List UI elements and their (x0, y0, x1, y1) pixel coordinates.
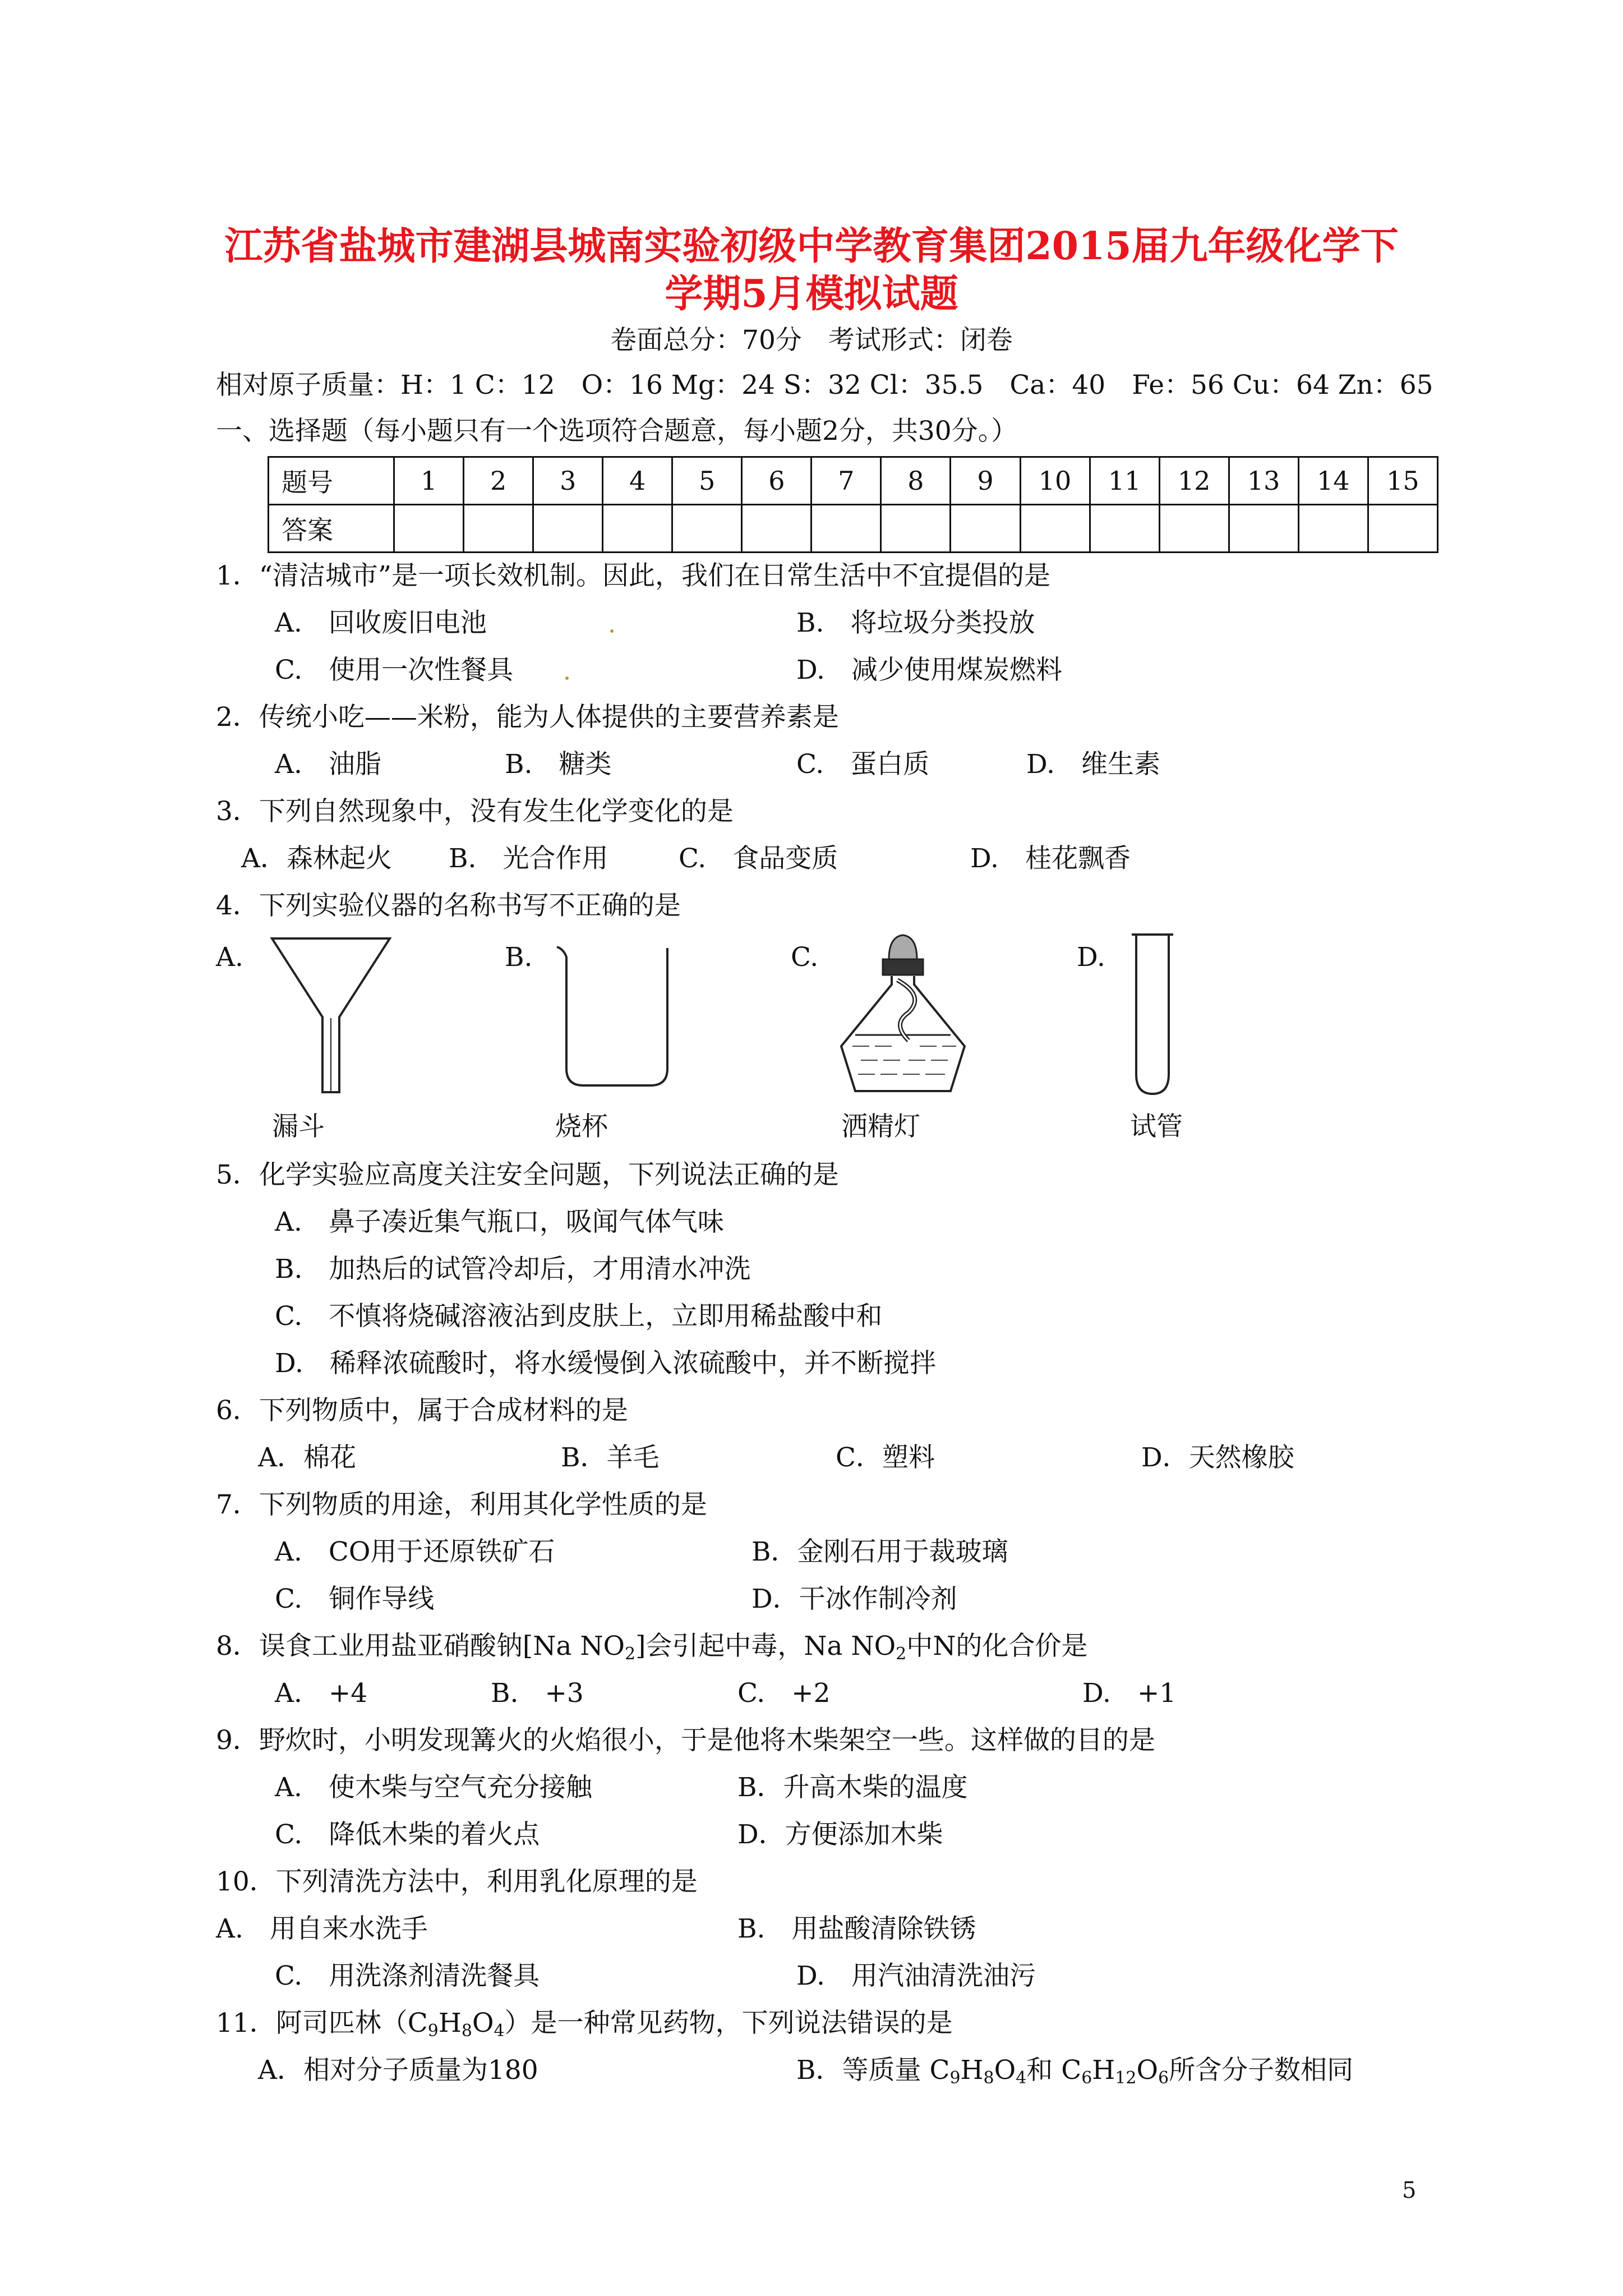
question-3-option-a: A．森林起火 (241, 843, 392, 874)
subscript: 8 (461, 2021, 472, 2041)
subscript: 6 (1081, 2068, 1092, 2088)
question-3-option-d: D. 桂花飘香 (970, 843, 1131, 874)
question-2-option-a: A. 油脂 (275, 749, 381, 780)
question-10-option-d: D. 用汽油清洗油污 (796, 1961, 1036, 1991)
question-10-option-c: C. 用洗涤剂清洗餐具 (275, 1961, 540, 1991)
question-1-option-b: B. 将垃圾分类投放 (796, 608, 1035, 638)
table-number-cell: 2 (464, 457, 533, 505)
title-line-2: 学期5月模拟试题 (665, 272, 958, 316)
stray-dot (610, 629, 614, 633)
answer-cell[interactable] (603, 505, 672, 553)
question-11-option-b-part: 所含分子数相同 (1169, 2055, 1354, 2086)
table-number-cell: 3 (533, 457, 603, 505)
question-8-stem-part: 中N的化合价是 (906, 1631, 1088, 1662)
question-1-option-d: D. 减少使用煤炭燃料 (796, 655, 1062, 685)
question-7-stem: 7．下列物质的用途，利用其化学性质的是 (216, 1489, 707, 1520)
answer-table (268, 456, 1438, 553)
answer-cell[interactable] (811, 505, 881, 553)
question-3-option-c: C. 食品变质 (679, 843, 838, 874)
table-number-cell: 1 (394, 457, 464, 505)
question-4-option-b: B. (505, 942, 533, 973)
question-10-option-b: B. 用盐酸清除铁锈 (737, 1913, 976, 1944)
answer-cell[interactable] (951, 505, 1020, 553)
question-6-stem: 6．下列物质中，属于合成材料的是 (216, 1395, 628, 1426)
instrument-name-lamp: 洒精灯 (841, 1111, 920, 1142)
question-9-option-c: C. 降低木柴的着火点 (275, 1819, 540, 1850)
table-number-cell: 15 (1368, 457, 1437, 505)
question-11-option-b-part: B．等质量 C (796, 2055, 950, 2086)
question-8-stem-part: 8．误食工业用盐亚硝酸钠[Na NO (216, 1631, 625, 1662)
table-number-cell: 7 (811, 457, 881, 505)
question-5-option-d: D. 稀释浓硫酸时，将水缓慢倒入浓硫酸中，并不断搅拌 (275, 1348, 936, 1379)
subscript: 2 (624, 1644, 636, 1664)
answer-cell[interactable] (1159, 505, 1229, 553)
answer-cell[interactable] (742, 505, 811, 553)
question-11-stem-part: 11．阿司匹林（C (216, 2008, 428, 2039)
table-label-number: 题号 (269, 457, 394, 505)
question-11-option-b-part: O (994, 2055, 1016, 2086)
question-9-stem: 9．野炊时，小明发现篝火的火焰很小，于是他将木柴架空一些。这样做的目的是 (216, 1725, 1155, 1756)
question-11-option-b-part: H (1092, 2055, 1115, 2086)
question-5-option-b: B. 加热后的试管冷却后，才用清水冲洗 (275, 1254, 751, 1285)
question-10-option-a: A. 用自来水洗手 (216, 1913, 428, 1944)
answer-cell[interactable] (1368, 505, 1437, 553)
question-7-option-d: D．干冰作制冷剂 (751, 1584, 957, 1614)
question-3-option-b: B. 光合作用 (449, 843, 608, 874)
question-4-option-d: D. (1077, 942, 1105, 973)
table-number-cell: 8 (881, 457, 951, 505)
table-number-cell: 14 (1298, 457, 1368, 505)
test-tube-icon (1127, 931, 1178, 1099)
question-8-option-a: A. +4 (275, 1678, 368, 1709)
table-number-cell: 10 (1020, 457, 1090, 505)
question-7-option-a: A. CO用于还原铁矿石 (275, 1536, 555, 1567)
question-7-option-c: C. 铜作导线 (275, 1584, 435, 1614)
table-number-cell: 13 (1229, 457, 1298, 505)
question-2-option-d: D. 维生素 (1026, 749, 1160, 780)
question-8-stem-part: ]会引起中毒，Na NO (635, 1631, 896, 1662)
answer-cell[interactable] (394, 505, 464, 553)
question-7-option-b: B．金刚石用于裁玻璃 (751, 1536, 1008, 1567)
table-number-cell: 9 (951, 457, 1020, 505)
subscript: 4 (494, 2021, 505, 2041)
instrument-name-funnel: 漏斗 (272, 1111, 325, 1142)
instrument-name-beaker: 烧杯 (555, 1111, 608, 1142)
question-11-option-b-part: O (1136, 2055, 1159, 2086)
question-2-stem: 2．传统小吃——米粉，能为人体提供的主要营养素是 (216, 702, 839, 733)
question-6-option-a: A．棉花 (258, 1442, 356, 1473)
stray-dot (565, 677, 569, 680)
question-11-option-b-part: 和 C (1026, 2055, 1082, 2086)
question-5-option-a: A. 鼻子凑近集气瓶口，吸闻气体气味 (275, 1207, 724, 1237)
question-6-option-c: C．塑料 (836, 1442, 935, 1473)
question-11-stem-part: ）是一种常见药物，下列说法错误的是 (504, 2008, 953, 2039)
answer-cell[interactable] (533, 505, 603, 553)
answer-cell[interactable] (1020, 505, 1090, 553)
instrument-name-tube: 试管 (1130, 1111, 1183, 1142)
atomic-masses: 相对原子质量：H：1 C：12 O：16 Mg：24 S：32 Cl：35.5 Ca：40 Fe：56 Cu：64 Zn：65 (216, 370, 1433, 401)
table-number-cell: 12 (1159, 457, 1229, 505)
question-8-option-c: C. +2 (737, 1678, 831, 1709)
exam-info: 卷面总分：70分 考试形式：闭卷 (610, 325, 1013, 356)
question-11-option-b-part: H (960, 2055, 984, 2086)
answer-cell[interactable] (881, 505, 951, 553)
subscript: 9 (949, 2068, 961, 2088)
question-4-stem: 4．下列实验仪器的名称书写不正确的是 (216, 890, 681, 921)
answer-cell[interactable] (1229, 505, 1298, 553)
question-1-option-a: A. 回收废旧电池 (275, 608, 487, 638)
answer-table-answer-row (269, 505, 1438, 553)
question-2-option-c: C. 蛋白质 (796, 749, 930, 780)
subscript: 2 (896, 1644, 907, 1664)
question-3-stem: 3．下列自然现象中，没有发生化学变化的是 (216, 796, 734, 827)
question-11-stem-part: H (438, 2008, 462, 2039)
question-8-option-d: D. +1 (1082, 1678, 1177, 1709)
question-11-stem (216, 2008, 953, 2041)
page-number: 5 (1402, 2178, 1417, 2203)
subscript: 8 (983, 2068, 994, 2088)
question-5-option-c: C. 不慎将烧碱溶液沾到皮肤上，立即用稀盐酸中和 (275, 1301, 883, 1332)
answer-cell[interactable] (672, 505, 742, 553)
question-9-option-a: A. 使木柴与空气充分接触 (275, 1772, 592, 1803)
answer-cell[interactable] (1090, 505, 1159, 553)
question-11-option-b (796, 2055, 1354, 2088)
question-8-option-b: B. +3 (491, 1678, 584, 1709)
question-8-stem (216, 1631, 1088, 1664)
question-11-option-a: A．相对分子质量为180 (258, 2055, 538, 2086)
question-6-option-b: B．羊毛 (561, 1442, 660, 1473)
subscript: 6 (1158, 2068, 1169, 2088)
alcohol-lamp-icon (836, 928, 970, 1097)
question-10-stem: 10．下列清洗方法中，利用乳化原理的是 (216, 1866, 698, 1897)
table-number-cell: 11 (1090, 457, 1159, 505)
question-1-option-c: C. 使用一次性餐具 (275, 655, 514, 685)
question-11-stem-part: O (472, 2008, 494, 2039)
subscript: 9 (427, 2021, 439, 2041)
question-1-stem: 1．“清洁城市”是一项长效机制。因此，我们在日常生活中不宜提倡的是 (216, 560, 1050, 591)
answer-cell[interactable] (1298, 505, 1368, 553)
question-6-option-d: D．天然橡胶 (1141, 1442, 1294, 1473)
question-2-option-b: B. 糖类 (505, 749, 612, 780)
table-label-answer: 答案 (269, 505, 394, 553)
beaker-icon (552, 942, 679, 1091)
question-9-option-d: D．方便添加木柴 (737, 1819, 943, 1850)
question-4-option-c: C. (791, 942, 819, 973)
table-number-cell: 6 (742, 457, 811, 505)
subscript: 12 (1115, 2068, 1137, 2088)
table-number-cell: 4 (603, 457, 672, 505)
question-5-stem: 5．化学实验应高度关注安全问题，下列说法正确的是 (216, 1159, 839, 1190)
subscript: 4 (1016, 2068, 1027, 2088)
table-number-cell: 5 (672, 457, 742, 505)
section-header: 一、选择题（每小题只有一个选项符合题意，每小题2分，共30分。） (216, 416, 1018, 447)
title-line-1: 江苏省盐城市建湖县城南实验初级中学教育集团2015届九年级化学下 (224, 224, 1399, 269)
funnel-icon (266, 934, 395, 1097)
question-4-option-a: A. (216, 942, 243, 973)
answer-cell[interactable] (464, 505, 533, 553)
question-9-option-b: B．升高木柴的温度 (737, 1772, 968, 1803)
answer-table-number-row (269, 457, 1438, 505)
